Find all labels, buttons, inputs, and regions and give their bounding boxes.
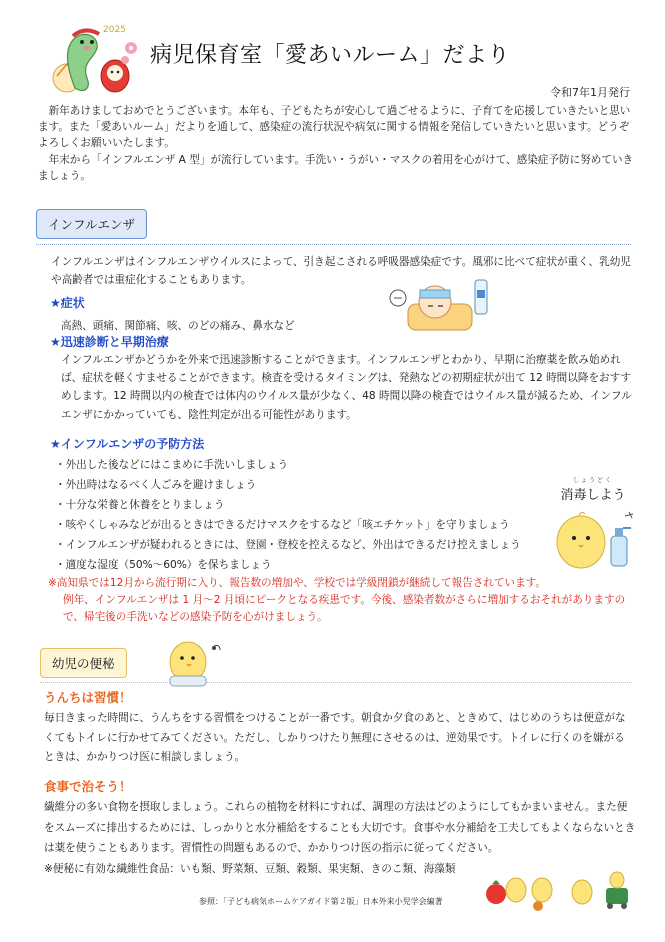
intro-paragraph-2: 年末から「インフルエンザ A 型」が流行しています。手洗い・うがい・マスクの着用を心がけて、感染症予防に努めていきましょう。 (38, 153, 634, 182)
fiber-foods: ※便秘に有効な繊維性食品：いも類、野菜類、豆類、穀類、果実類、きのこ類、海藻類 (44, 863, 456, 875)
disinfect-text: 消毒しよう (560, 488, 626, 503)
prevention-item-3: ・十分な栄養と休養をとりましょう (55, 499, 225, 511)
page-title: 病児保育室「愛あいルーム」だより (150, 43, 511, 68)
notice-line-1: ※高知県では12月から流行期に入り、報告数の増加や、学校では学級閉鎖が継続して報告されています。 (48, 577, 547, 589)
prevention-heading: ★インフルエンザの予防方法 (50, 437, 205, 451)
section-divider-2 (40, 682, 632, 683)
prevention-item-6: ・適度な湿度（50%～60%）を保ちましょう (55, 559, 272, 571)
sick-child-illustration (380, 276, 495, 336)
diet-text: 繊維分の多い食物を摂取しましょう。これらの植物を材料にすれば、調理の方法はどのようにしてもかまいません。また便をスムーズに排出するためには、しっかりと水分補給をすることも大切です。食事や水分補給を工夫してもよくならないときは薬を使うこともあります。習慣性の問題もあるので、かかりつけ医の指示に従ってください。 (44, 801, 636, 854)
notice-rest: 例年、インフルエンザは 1 月～2 月頃にピークとなる疾患です。今後、感染者数がさらに増加するおそれがありますので、帰宅後の手洗いなどの感染予防を心がけましょう。 (63, 594, 626, 623)
chick-disinfect-illustration (545, 500, 640, 575)
prevention-item-1: ・外出した後などにはこまめに手洗いしましょう (55, 459, 289, 471)
issue-date: 令和7年1月発行 (550, 86, 630, 99)
logo-year: 2025 (103, 25, 126, 35)
intro-paragraph-1: 新年あけましておめでとうございます。本年も、子どもたちが安心して過ごせるように、子育てを応援していきたいと思います。また「愛あいルーム」だよりを通して、感染症の流行状況や病気に関する情報を発信していきたいと思います。どうぞよろしくお願いいたします。 (38, 105, 631, 150)
prevention-item-2: ・外出時はなるべく人ごみを避けましょう (55, 479, 257, 491)
intro (38, 103, 638, 184)
influenza-overview: インフルエンザはインフルエンザウイルスによって、引き起こされる呼吸器感染症です。風邪に比べて症状が重く、乳幼児や高齢者では重症化することもあります。 (51, 256, 631, 287)
new-year-snake-illustration (45, 18, 145, 98)
habit-heading: うんちは習慣！ (44, 690, 132, 705)
symptoms-text: 高熱、頭痛、関節痛、咳、のどの痛み、鼻水など (61, 320, 295, 332)
chick-toilet-illustration (160, 638, 230, 688)
section-tag-influenza: インフルエンザ (36, 209, 147, 239)
diet-heading: 食事で治そう！ (44, 779, 132, 794)
food-chicks-illustration (482, 862, 638, 912)
prevention-item-4: ・咳やくしゃみなどが出るときはできるだけマスクをするなど「咳エチケット」を守りましょう (55, 519, 510, 531)
diagnosis-heading: ★迅速診断と早期治療 (50, 335, 169, 349)
section-tag-constipation: 幼児の便秘 (40, 648, 127, 678)
diagnosis-text: インフルエンザかどうかを外来で迅速診断することができます。インフルエンザとわかり、早期に治療薬を飲み始めれば、症状を軽くすませることができます。検査を受けるタイミングは、発熱などの初期症状が出て 12 時間以降をおすすめします。12 時間以内の検査では体内のウイルス量が少なく、48 時間以降の検査ではウイルス量が減るため、インフルエンザにかかっていても、陰性判定が出る可能性があります。 (61, 354, 632, 421)
disinfect-ruby: しょうどく (572, 477, 613, 484)
disinfect-label (553, 475, 633, 503)
habit-text: 毎日きまった時間に、うんちをする習慣をつけることが一番です。朝食か夕食のあと、ときめて、はじめのうちは便意がなくてもトイレに行かせてみてください。ただし、しかりつけたり無理にさせるのは、逆効果です。トイレに行くのを嫌がるときは、かかりつけ医に相談しましょう。 (44, 712, 626, 763)
section-divider (36, 244, 631, 245)
reference: 参照：「子ども病気ホームケアガイド第２版」日本外来小児学会編著 (199, 897, 443, 906)
prevention-item-5: ・インフルエンザが疑われるときには、登園・登校を控えるなど、外出はできるだけ控えましょう (55, 539, 521, 551)
symptoms-heading: ★症状 (50, 296, 85, 310)
